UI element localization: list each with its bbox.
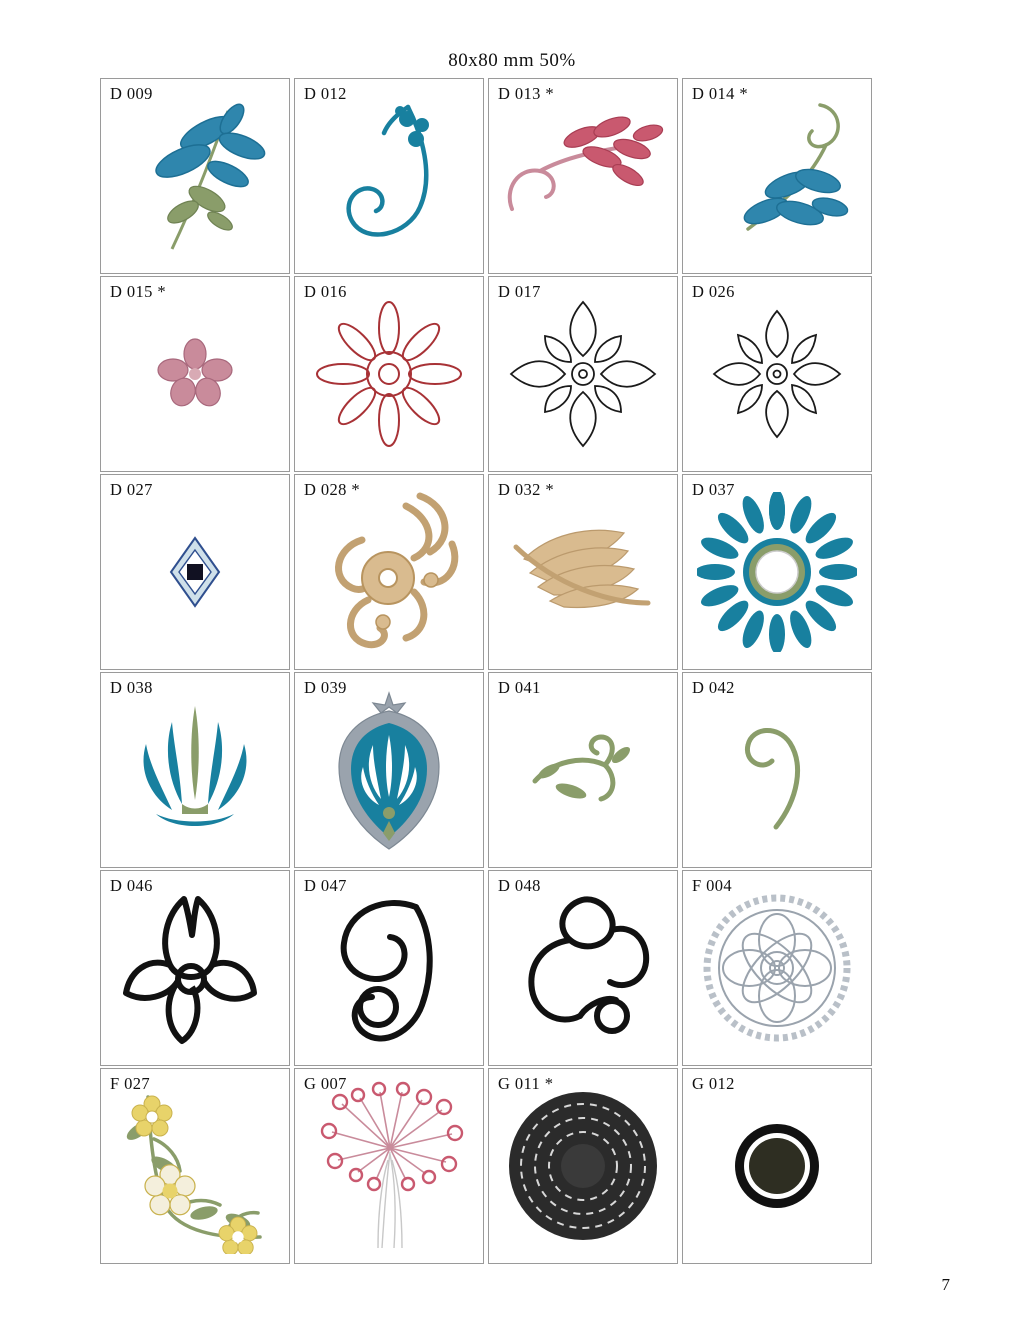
lace-medallion-grey-icon: [683, 871, 871, 1065]
outline-cross-flower-black-icon: [489, 277, 677, 471]
palmette-teal-icon: [101, 673, 289, 867]
design-code: D 038: [110, 678, 153, 697]
design-code: D 046: [110, 876, 153, 895]
single-curl-green-icon: [683, 673, 871, 867]
design-code: D 009: [110, 84, 153, 103]
design-cell[interactable]: [100, 276, 290, 472]
scroll-rose-tan-icon: [295, 475, 483, 669]
design-code: D 048: [498, 876, 541, 895]
daisy-ring-teal-icon: [683, 475, 871, 669]
design-cell[interactable]: [488, 276, 678, 472]
dark-small-circle-icon: [683, 1069, 871, 1263]
design-cell[interactable]: [488, 1068, 678, 1264]
page-number: 7: [941, 1275, 950, 1294]
design-cell[interactable]: [294, 276, 484, 472]
diamond-eyelet-blue-icon: [101, 475, 289, 669]
design-cell[interactable]: [682, 276, 872, 472]
leafy-branch-blue-icon: [101, 79, 289, 273]
design-cell[interactable]: [682, 78, 872, 274]
design-code: D 014 *: [692, 84, 748, 103]
design-code: D 042: [692, 678, 735, 697]
design-cell[interactable]: [100, 870, 290, 1066]
design-code: F 004: [692, 876, 733, 895]
design-code: G 007: [304, 1074, 347, 1093]
small-scroll-green-icon: [489, 673, 677, 867]
dark-disc-rings-icon: [489, 1069, 677, 1263]
design-code: D 039: [304, 678, 347, 697]
outline-quatrefoil-black-icon: [683, 277, 871, 471]
abstract-curl-black-icon: [295, 871, 483, 1065]
design-code: D 015 *: [110, 282, 166, 301]
design-cell[interactable]: [488, 870, 678, 1066]
design-cell[interactable]: [682, 672, 872, 868]
design-cell[interactable]: [294, 870, 484, 1066]
leaf-spray-pink-icon: [489, 79, 677, 273]
outline-flower-red-icon: [295, 277, 483, 471]
wheat-leaf-tan-icon: [489, 475, 677, 669]
design-code: G 011 *: [498, 1074, 554, 1093]
design-grid: [100, 78, 862, 1264]
spiral-scroll-teal-icon: [295, 79, 483, 273]
design-code: D 017: [498, 282, 541, 301]
design-cell[interactable]: [682, 1068, 872, 1264]
design-cell[interactable]: [294, 1068, 484, 1264]
design-code: G 012: [692, 1074, 735, 1093]
page-header: 80x80 mm 50%: [448, 50, 576, 71]
design-code: D 012: [304, 84, 347, 103]
design-cell[interactable]: [682, 870, 872, 1066]
bud-outline-black-icon: [489, 871, 677, 1065]
design-cell[interactable]: [488, 474, 678, 670]
small-blossom-pink-icon: [101, 277, 289, 471]
design-cell[interactable]: [294, 672, 484, 868]
design-code: D 028 *: [304, 480, 360, 499]
design-code: F 027: [110, 1074, 151, 1093]
design-code: D 037: [692, 480, 735, 499]
design-code: D 041: [498, 678, 541, 697]
design-cell[interactable]: [100, 1068, 290, 1264]
tulip-outline-black-icon: [101, 871, 289, 1065]
design-code: D 032 *: [498, 480, 554, 499]
floral-corner-yellow-icon: [101, 1069, 289, 1263]
design-code: D 047: [304, 876, 347, 895]
design-code: D 027: [110, 480, 153, 499]
design-cell[interactable]: [100, 474, 290, 670]
dandelion-pink-icon: [295, 1069, 483, 1263]
design-cell[interactable]: [294, 474, 484, 670]
design-code: D 013 *: [498, 84, 554, 103]
shield-crest-teal-icon: [295, 673, 483, 867]
design-code: D 026: [692, 282, 735, 301]
design-code: D 016: [304, 282, 347, 301]
design-cell[interactable]: [488, 78, 678, 274]
design-cell[interactable]: [682, 474, 872, 670]
design-cell[interactable]: [488, 672, 678, 868]
design-cell[interactable]: [100, 78, 290, 274]
design-cell[interactable]: [100, 672, 290, 868]
design-cell[interactable]: [294, 78, 484, 274]
curl-leaf-blue-icon: [683, 79, 871, 273]
